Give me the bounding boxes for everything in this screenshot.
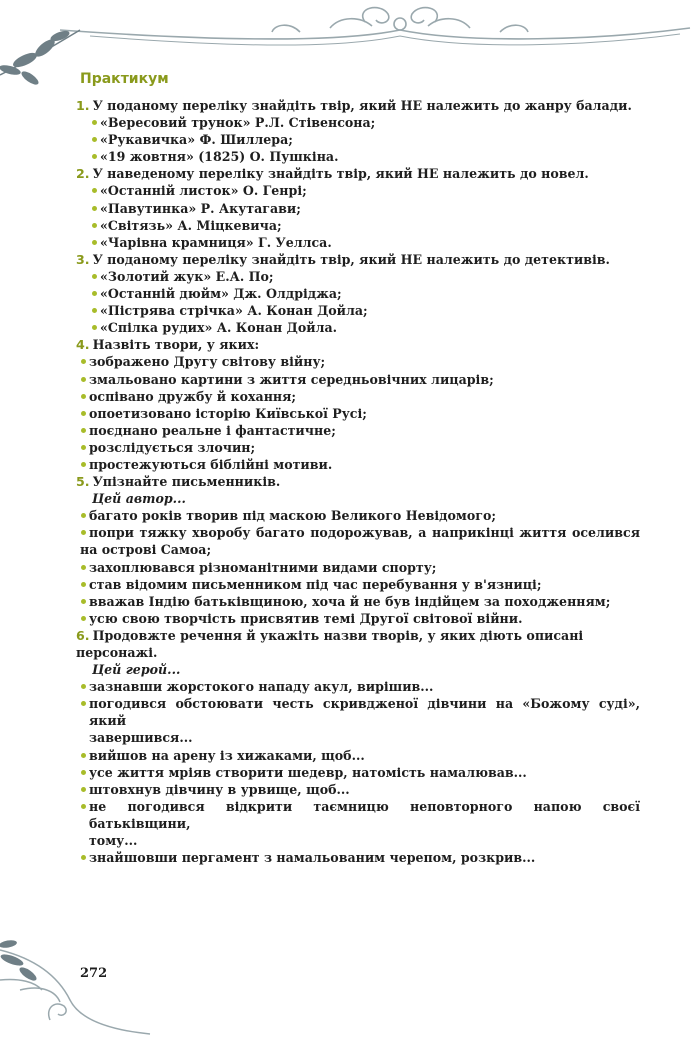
list-item: розслідується злочин;	[80, 439, 640, 456]
task-title: Продовжте речення й укажіть назви творів, у яких діють описані персонажі.	[76, 627, 584, 660]
list-item: «Рукавичка» Ф. Шиллера;	[80, 131, 640, 148]
task-number: 1.	[76, 98, 90, 113]
list-item: «Золотий жук» Е.А. По;	[80, 268, 640, 285]
list-item: «Останній дюйм» Дж. Олдріджа;	[80, 285, 640, 302]
list-item: поєднано реальне і фантастичне;	[80, 422, 640, 439]
list-item: зображено Другу світову війну;	[80, 353, 640, 370]
task-title: Назвіть твори, у яких:	[92, 337, 260, 353]
task-5	[76, 473, 640, 627]
task-3	[76, 251, 640, 336]
list-item: «Чарівна крамниця» Г. Уеллса.	[80, 234, 640, 251]
task-number: 5.	[76, 474, 90, 490]
list-item-continuation: на острові Самоа;	[80, 542, 212, 558]
task-1	[76, 97, 640, 165]
list-item: захоплювався різноманітними видами спорту;	[80, 559, 640, 576]
task-subtitle: Цей герой...	[92, 662, 181, 678]
list-item: «Останній листок» О. Генрі;	[80, 182, 640, 199]
section-heading: Практикум	[80, 71, 169, 87]
list-item: став відомим письменником під час перебування у в'язниці;	[80, 576, 640, 593]
list-item: «Спілка рудих» А. Конан Дойла.	[80, 319, 640, 336]
task-number: 4.	[76, 337, 90, 353]
list-item: «Вересовий трунок» Р.Л. Стівенсона;	[80, 114, 640, 131]
task-title: У поданому переліку знайдіть твір, який НЕ належить до детективів.	[92, 251, 610, 267]
task-title: У поданому переліку знайдіть твір, який НЕ належить до жанру балади.	[92, 98, 632, 113]
list-item: не погодився відкрити таємницю неповторного напою своєї батьківщини,	[80, 798, 640, 832]
list-item: «19 жовтня» (1825) О. Пушкіна.	[80, 148, 640, 165]
task-6	[76, 627, 640, 866]
task-4	[76, 336, 640, 473]
task-number: 6.	[76, 627, 90, 643]
list-item: «Павутинка» Р. Акутагави;	[80, 200, 640, 217]
list-item: оспівано дружбу й кохання;	[80, 388, 640, 405]
list-item-continuation: завершився...	[89, 730, 193, 746]
bottom-ornament	[0, 930, 160, 1037]
list-item: штовхнув дівчину в урвище, щоб...	[80, 781, 640, 798]
task-subtitle: Цей автор...	[92, 491, 186, 507]
list-item: усю свою творчість присвятив темі Другої світової війни.	[80, 610, 640, 627]
list-item: знайшовши пергамент з намальованим черепом, розкрив...	[80, 849, 640, 866]
task-title: У наведеному переліку знайдіть твір, який НЕ належить до новел.	[92, 166, 589, 182]
list-item: багато років творив під маскою Великого Невідомого;	[80, 507, 640, 524]
list-item: простежуються біблійні мотиви.	[80, 456, 640, 473]
list-item: «Пістрява стрічка» А. Конан Дойла;	[80, 302, 640, 319]
task-number: 2.	[76, 166, 90, 182]
page-number: 272	[80, 966, 108, 981]
task-2	[76, 165, 640, 250]
task-title: Упізнайте письменників.	[92, 474, 281, 490]
list-item-continuation: тому...	[89, 833, 138, 849]
list-item: попри тяжку хворобу багато подорожував, а наприкінці життя оселився	[80, 524, 640, 541]
list-item: змальовано картини з життя середньовічних лицарів;	[80, 371, 640, 388]
list-item: погодився обстоювати честь скривдженої дівчини на «Божому суді», який	[80, 695, 640, 729]
list-item: зазнавши жорстокого нападу акул, вирішив...	[80, 678, 640, 695]
list-item: «Світязь» А. Міцкевича;	[80, 217, 640, 234]
list-item: вийшов на арену із хижаками, щоб...	[80, 747, 640, 764]
list-item: усе життя мріяв створити шедевр, натомість намалював...	[80, 764, 640, 781]
list-item: вважав Індію батьківщиною, хоча й не був індійцем за походженням;	[80, 593, 640, 610]
list-item: опоетизовано історію Київської Русі;	[80, 405, 640, 422]
task-number: 3.	[76, 251, 90, 267]
